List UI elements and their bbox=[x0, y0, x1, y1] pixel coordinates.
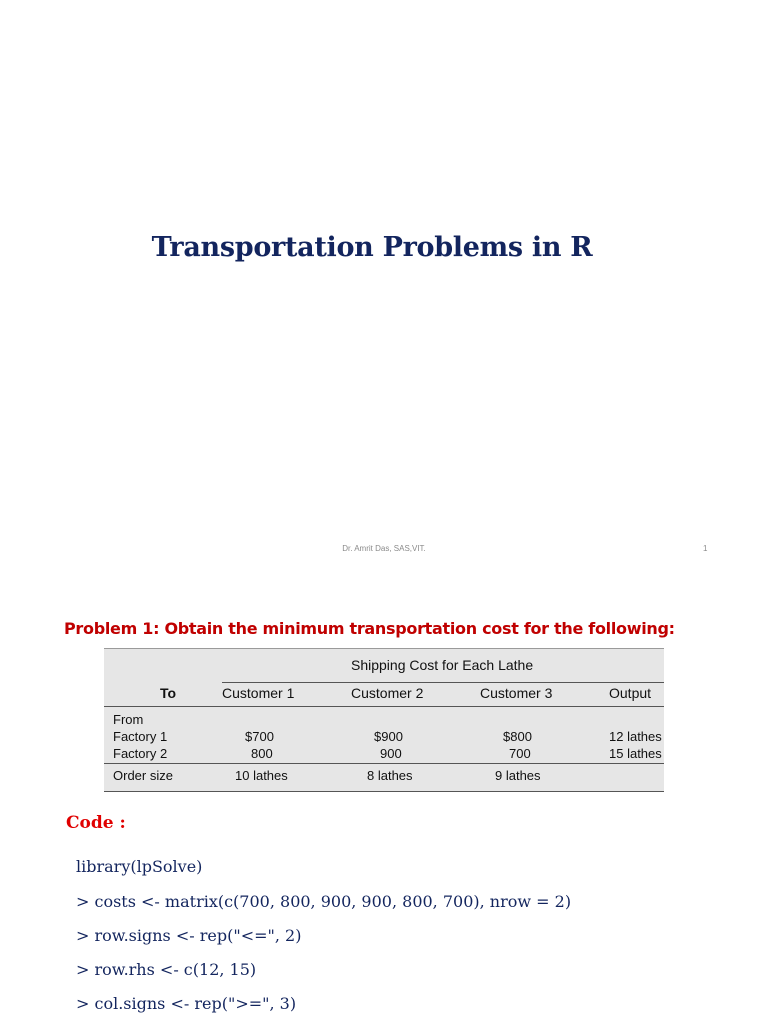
col-header-customer-1: Customer 1 bbox=[222, 685, 295, 701]
code-line: > row.signs <- rep("<=", 2) bbox=[76, 926, 302, 945]
from-label: From bbox=[113, 712, 144, 727]
to-label: To bbox=[160, 685, 177, 701]
table-cell: $900 bbox=[374, 729, 403, 744]
code-line: > costs <- matrix(c(700, 800, 900, 900, 800, 700), nrow = 2) bbox=[76, 892, 572, 911]
slide-footer: Dr. Amrit Das, SAS,VIT. bbox=[342, 544, 426, 553]
page-number: 1 bbox=[703, 544, 708, 553]
table-cell: 9 lathes bbox=[495, 768, 541, 783]
table-cell: 700 bbox=[509, 746, 531, 761]
slide-2 bbox=[0, 576, 768, 1024]
table-cell: $800 bbox=[503, 729, 532, 744]
col-header-customer-3: Customer 3 bbox=[480, 685, 553, 701]
code-label: Code : bbox=[66, 813, 126, 833]
col-header-customer-2: Customer 2 bbox=[351, 685, 424, 701]
table-cell: 8 lathes bbox=[367, 768, 413, 783]
super-header-rule bbox=[222, 682, 664, 683]
order-row-rule bbox=[104, 763, 664, 764]
table-cell: 15 lathes bbox=[609, 746, 662, 761]
code-line: > col.signs <- rep(">=", 3) bbox=[76, 994, 297, 1013]
table-cell: $700 bbox=[245, 729, 274, 744]
row-label: Factory 1 bbox=[113, 729, 168, 744]
slide-title: Transportation Problems in R bbox=[151, 232, 593, 263]
table-cell: 900 bbox=[380, 746, 402, 761]
table-cell: 800 bbox=[251, 746, 273, 761]
table-cell: 10 lathes bbox=[235, 768, 288, 783]
shipping-cost-table bbox=[104, 648, 664, 792]
row-label: Factory 2 bbox=[113, 746, 168, 761]
row-label: Order size bbox=[113, 768, 173, 783]
col-header-output: Output bbox=[609, 685, 652, 701]
table-super-header: Shipping Cost for Each Lathe bbox=[351, 657, 534, 673]
code-line: library(lpSolve) bbox=[76, 857, 203, 876]
code-line: > row.rhs <- c(12, 15) bbox=[76, 960, 257, 979]
header-rule bbox=[104, 706, 664, 707]
bottom-rule bbox=[104, 791, 664, 792]
table-cell: 12 lathes bbox=[609, 729, 662, 744]
problem-statement: Problem 1: Obtain the minimum transportation cost for the following: bbox=[64, 619, 675, 638]
